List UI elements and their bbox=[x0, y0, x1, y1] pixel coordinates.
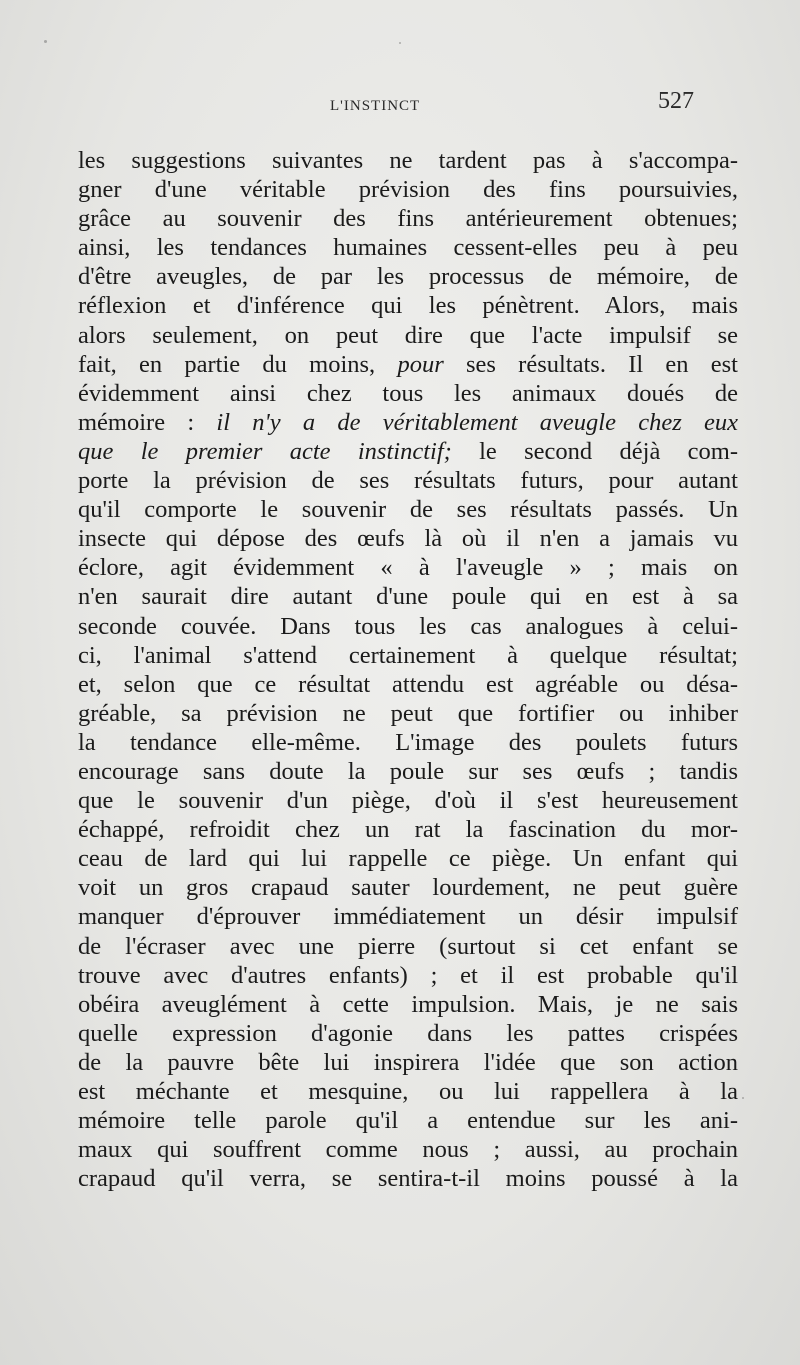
text-line: encourage sans doute la poule sur ses œufs ; tandis bbox=[78, 757, 738, 785]
text-line: n'en saurait dire autant d'une poule qui en est à sa bbox=[78, 583, 738, 611]
text-line: et, selon que ce résultat attendu est agréable ou désa- bbox=[78, 670, 738, 698]
text-line: ceau de lard qui lui rappelle ce piège. Un enfant qui bbox=[78, 845, 738, 873]
text-line: seconde couvée. Dans tous les cas analogues à celui- bbox=[78, 612, 738, 640]
text-line: évidemment ainsi chez tous les animaux doués de bbox=[78, 379, 738, 407]
text-line: obéira aveuglément à cette impulsion. Mais, je ne sais bbox=[78, 990, 738, 1018]
italic-run: que le premier acte instinctif; bbox=[78, 437, 452, 465]
text-run: ses résultats. Il en est bbox=[443, 350, 738, 378]
italic-run: pour bbox=[397, 350, 444, 378]
page-header bbox=[0, 88, 800, 120]
text-run: le second déjà com- bbox=[451, 437, 738, 465]
italic-run: il n'y a de véritablement aveugle chez eux bbox=[216, 408, 738, 436]
dust-speck bbox=[44, 40, 47, 43]
text-line: réflexion et d'inférence qui les pénètrent. Alors, mais bbox=[78, 292, 738, 320]
text-line: de la pauvre bête lui inspirera l'idée que son action bbox=[78, 1048, 738, 1076]
text-line: porte la prévision de ses résultats futurs, pour autant bbox=[78, 467, 738, 495]
text-line: quelle expression d'agonie dans les pattes crispées bbox=[78, 1019, 738, 1047]
text-line: ci, l'animal s'attend certainement à quelque résultat; bbox=[78, 641, 738, 669]
text-run: fait, en partie du moins, bbox=[78, 350, 398, 378]
page-number: 527 bbox=[658, 88, 694, 114]
text-line: que le souvenir d'un piège, d'où il s'est heureusement bbox=[78, 787, 738, 815]
text-line: trouve avec d'autres enfants) ; et il est probable qu'il bbox=[78, 961, 738, 989]
text-line: insecte qui dépose des œufs là où il n'en a jamais vu bbox=[78, 525, 738, 553]
text-line: échappé, refroidit chez un rat la fascination du mor- bbox=[78, 816, 738, 844]
text-line bbox=[78, 437, 738, 466]
running-title: L'INSTINCT bbox=[330, 98, 421, 114]
text-line: gréable, sa prévision ne peut que fortifier ou inhiber bbox=[78, 699, 738, 727]
text-line bbox=[78, 350, 738, 379]
text-line: crapaud qu'il verra, se sentira-t-il moins poussé à la bbox=[78, 1165, 738, 1193]
text-line: les suggestions suivantes ne tardent pas à s'accompa- bbox=[78, 147, 738, 174]
text-line: d'être aveugles, de par les processus de mémoire, de bbox=[78, 263, 738, 291]
text-line: manquer d'éprouver immédiatement un désir impulsif bbox=[78, 903, 738, 931]
text-line: la tendance elle-même. L'image des poulets futurs bbox=[78, 728, 738, 756]
text-run: mémoire : bbox=[78, 408, 217, 436]
text-line: gner d'une véritable prévision des fins poursuivies, bbox=[78, 176, 738, 204]
text-line: mémoire telle parole qu'il a entendue sur les ani- bbox=[78, 1107, 738, 1135]
text-line bbox=[78, 408, 738, 437]
dust-speck bbox=[742, 1097, 744, 1099]
text-line: qu'il comporte le souvenir de ses résultats passés. Un bbox=[78, 496, 738, 524]
text-line: grâce au souvenir des fins antérieurement obtenues; bbox=[78, 205, 738, 233]
body-text bbox=[78, 146, 738, 1193]
text-line: alors seulement, on peut dire que l'acte impulsif se bbox=[78, 321, 738, 349]
dust-speck bbox=[399, 42, 401, 44]
text-line: de l'écraser avec une pierre (surtout si cet enfant se bbox=[78, 932, 738, 960]
text-line: ainsi, les tendances humaines cessent-elles peu à peu bbox=[78, 234, 738, 262]
text-line: maux qui souffrent comme nous ; aussi, au prochain bbox=[78, 1136, 738, 1164]
text-line: est méchante et mesquine, ou lui rappellera à la bbox=[78, 1078, 738, 1105]
text-line: voit un gros crapaud sauter lourdement, ne peut guère bbox=[78, 874, 738, 902]
text-line: éclore, agit évidemment « à l'aveugle » ; mais on bbox=[78, 554, 738, 582]
